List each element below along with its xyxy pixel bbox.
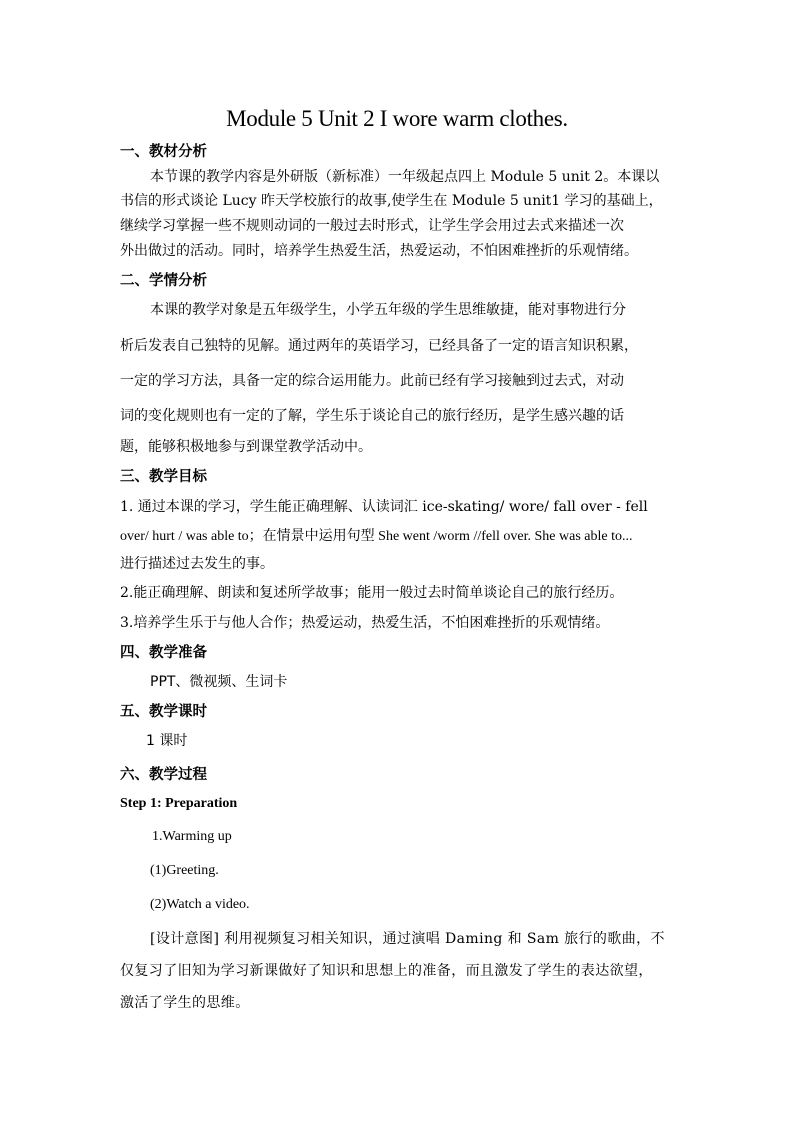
process-item: (1)Greeting. (150, 863, 219, 878)
process-item: 1.Warming up (152, 829, 232, 844)
preparation-text: PPT、微视频、生词卡 (150, 674, 288, 690)
heading-student-analysis: 二、学情分析 (120, 273, 207, 289)
paragraph-line: 本节课的教学内容是外研版（新标准）一年级起点四上 Module 5 unit 2。本课以 (150, 169, 660, 185)
heading-teaching-preparation: 四、教学准备 (120, 645, 207, 661)
heading-teaching-objectives: 三、教学目标 (120, 469, 207, 485)
paragraph-line: 一定的学习方法，具备一定的综合运用能力。此前已经有学习接触到过去式，对动 (120, 373, 624, 389)
paragraph-line: 继续学习掌握一些不规则动词的一般过去时形式，让学生学会用过去式来描述一次 (120, 218, 624, 234)
paragraph-line: 析后发表自己独特的见解。通过两年的英语学习，已经具备了一定的语言知识积累， (120, 338, 638, 354)
class-hours-text: 1 课时 (146, 733, 188, 749)
design-intent-line: 仅复习了旧知为学习新课做好了知识和思想上的准备，而且激发了学生的表达欲望， (120, 963, 653, 979)
objective-line: 2.能正确理解、朗读和复述所学故事；能用一般过去时简单谈论自己的旅行经历。 (120, 585, 624, 601)
heading-teaching-process: 六、教学过程 (120, 767, 207, 783)
objective-line: over/ hurt / was able to；在情景中运用句型 She went /worm //fell over. She was able to... (120, 529, 633, 544)
objective-line: 3.培养学生乐于与他人合作；热爱运动，热爱生活，不怕困难挫折的乐观情绪。 (120, 615, 610, 631)
paragraph-line: 题，能够积极地参与到课堂教学活动中。 (120, 439, 372, 455)
paragraph-line: 书信的形式谈论 Lucy 昨天学校旅行的故事,使学生在 Module 5 unit1 学习的基础上， (120, 193, 663, 209)
objective-line: 1. 通过本课的学习，学生能正确理解、认读词汇 ice-skating/ wore/ fall over - fell (120, 499, 648, 515)
heading-textbook-analysis: 一、教材分析 (120, 144, 207, 160)
step-heading: Step 1: Preparation (120, 796, 238, 811)
paragraph-line: 词的变化规则也有一定的了解，学生乐于谈论自己的旅行经历，是学生感兴趣的话 (120, 408, 624, 424)
process-item: (2)Watch a video. (150, 897, 250, 912)
document-title: Module 5 Unit 2 I wore warm clothes. (226, 106, 568, 131)
heading-class-hours: 五、教学课时 (120, 704, 207, 720)
paragraph-line: 外出做过的活动。同时，培养学生热爱生活，热爱运动，不怕困难挫折的乐观情绪。 (120, 243, 638, 259)
design-intent-line: [设计意图] 利用视频复习相关知识，通过演唱 Daming 和 Sam 旅行的歌曲，不 (150, 931, 665, 947)
paragraph-line: 本课的教学对象是五年级学生，小学五年级的学生思维敏捷，能对事物进行分 (150, 302, 626, 318)
objective-line: 进行描述过去发生的事。 (120, 556, 274, 572)
design-intent-line: 激活了学生的思维。 (120, 995, 250, 1011)
